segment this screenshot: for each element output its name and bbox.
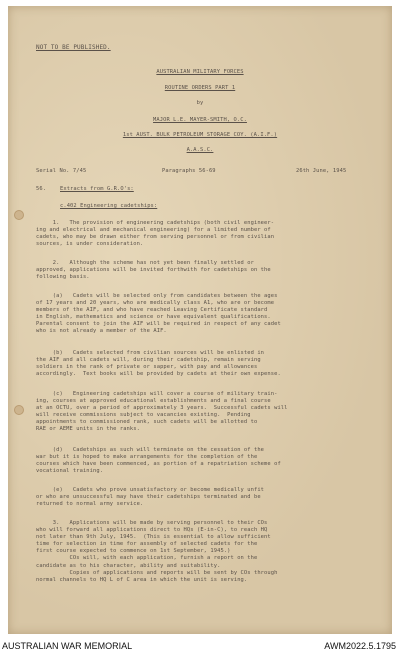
heading-line-3: by [196, 100, 204, 106]
order-date: 26th June, 1945 [296, 168, 347, 174]
body-paragraph: (c) Engineering cadetships will cover a course of military train- ing, courses at approved educational establishments and a final course at an OCTU, over a period of approximately 3 years. Successful cadets will will receive commissions subject to vacancies existing. Pending appointments to commissioned rank, such cadets will be allotted to RAE or AEME units in the ranks. [36, 391, 288, 433]
body-paragraph: (a) Cadets will be selected only from candidates between the ages of 17 years and 20 years, who are medically class A1, who are or become members of the AIF, and who have reached Leaving Certificate standard in English, mathematics and science or have equivalent qualifications. Parental consent to join the AIF will be required in respect of any cadet who is not already a member of the AIF. [36, 293, 281, 335]
body-paragraph: (d) Cadetships as such will terminate on the cessation of the war but it is hoped to make arrangements for the completion of the courses which have been commenced, as portion of a repatriation scheme of vocational training. [36, 447, 281, 475]
heading-line-5: 1st AUST. BULK PETROLEUM STORAGE COY. (A.I.F.) [122, 132, 278, 138]
body-paragraph: 1. The provision of engineering cadetships (both civil engineer- ing and electrical and mechanical engineering) for a limited number of cadets, who may be drawn either from serving personnel or from civilian sources, is under consideration. [36, 220, 275, 248]
footer-accession-number: AWM2022.5.1795 [324, 641, 396, 651]
heading-line-4: MAJOR L.E. MAYER-SMITH, O.C. [153, 117, 247, 123]
paragraph-range: Paragraphs 56-69 [162, 168, 216, 174]
punch-hole [14, 210, 24, 220]
subheading: c.402 Engineering cadetships: [60, 203, 158, 209]
heading-line-2: ROUTINE ORDERS PART 1 [164, 85, 236, 91]
serial-number: Serial No. 7/45 [36, 168, 87, 174]
body-paragraph: (b) Cadets selected from civilian sources will be enlisted in the AIF and all cadets will, during their cadetship, remain serving soldiers in the rank of private or sapper, with pay and allowances accordingly. Text books will be provided by cadets at their own expense. [36, 350, 281, 378]
body-paragraph: 3. Applications will be made by serving personnel to their COs who will forward all applications direct to HQs (E-in-C), to reach HQ not later than 9th July, 1945. (This is essential to allow sufficient time for selection in time for assembly of selected cadets for the first course expected to commence on 1st September, 1945.) COs will, with each application, furnish a report on the candidate as to his character, ability and suitability. Copies of applications and reports will be sent by COs through normal channels to HQ L of C area in which the unit is serving. [36, 520, 278, 583]
punch-hole [14, 405, 24, 415]
item-number: 56. [36, 186, 47, 192]
restriction-stamp: NOT TO BE PUBLISHED. [36, 44, 111, 51]
heading-line-1: AUSTRALIAN MILITARY FORCES [156, 69, 244, 75]
item-title: Extracts from G.R.O's: [60, 186, 134, 192]
body-paragraph: (e) Cadets who prove unsatisfactory or become medically unfit or who are unsuccessful may have their cadetships terminated and be returned to normal army service. [36, 487, 265, 508]
body-paragraph: 2. Although the scheme has not yet been finally settled or approved, applications will be invited forthwith for cadetships on the following basis. [36, 260, 271, 281]
footer-credit: AUSTRALIAN WAR MEMORIAL [2, 641, 133, 651]
heading-line-6: A.A.S.C. [186, 147, 214, 153]
footer-bar [0, 638, 400, 653]
